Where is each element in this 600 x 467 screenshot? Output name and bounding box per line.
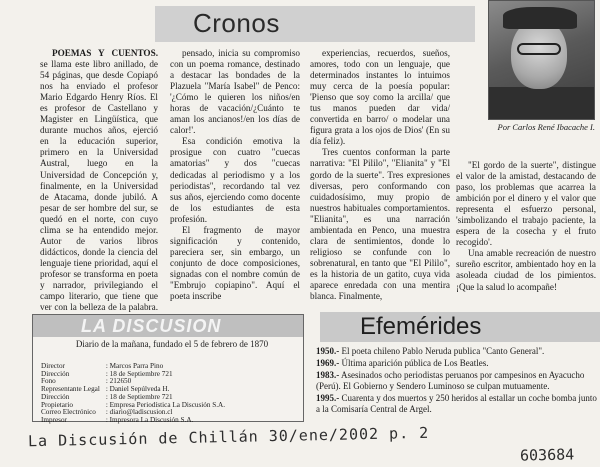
article-paragraph: Tres cuentos conforman la parte narrativa: "El Pililo", "Elianita" y "El gordo de la suerte". Tres expresiones diversas, pero conformando con cuidadosísimo, muy propio de nuestros habituales comportamientos. "Elianita", es una narración ambientada en Penco, una muestra clara de sentimientos, donde lo religioso se confunde con lo sobrenatural, en tanto que "El Pililo", es la historia de un gatito, cuya vida aparece enredada con una mentira blanca. Finalmente, [310, 147, 450, 302]
article-paragraph: pensado, inicia su compromiso con un poema romance, destinado a destacar las bondades de la Plazuela "María Isabel" de Penco: '¿Cómo le quieren los niños/en horas de vacación/¿Cuánto te aman los ancianos!/en los días de calor!'. [170, 48, 300, 136]
article-paragraph: El fragmento de mayor significación y contenido, pareciera ser, sin embargo, un conjunto de doce composiciones, signadas con el nombre común de "Embrujo copiapino". Aquí el poeta inscribe [170, 224, 300, 302]
efemerides-year: 1983.- [316, 370, 340, 380]
masthead-label: Dirección [41, 392, 70, 401]
masthead-table [41, 363, 231, 425]
masthead-label: Correo Electrónico [41, 408, 96, 417]
article-paragraph: Esa condición emotiva la prosigue con cuatro "cuecas amatorias" y dos "cuecas dedicadas al periodismo y a los periodistas", recordando tal vez sus años, ejerciendo como docente de los estudiantes de esta profesión. [170, 136, 300, 224]
masthead-value: : Daniel Sepúlveda H. [105, 385, 170, 394]
list-item [316, 393, 598, 415]
masthead-value: : Impresora La Discusión S.A. [105, 415, 194, 424]
masthead-label: Representante Legal [41, 385, 100, 394]
efemerides-text: Asesinados ocho periodistas peruanos por campesinos en Ayacucho (Perú). El Gobierno y Sendero Luminoso se culpan mutuamente. [316, 370, 585, 391]
masthead-row [41, 371, 231, 379]
masthead-label: Director [41, 362, 65, 370]
author-photo [488, 0, 595, 120]
masthead-value: : Empresa Periodística La Discusión S.A. [105, 400, 226, 409]
photo-hat [503, 7, 577, 29]
masthead-label: Impresor [41, 415, 67, 424]
masthead-value: : 18 de Septiembre 721 [105, 369, 173, 378]
masthead-box [32, 314, 304, 422]
masthead-label: Propietario [41, 400, 73, 409]
efemerides-text: El poeta chileno Pablo Neruda publica "Canto General". [339, 346, 545, 356]
list-item [316, 358, 598, 369]
efemerides-list [316, 346, 598, 416]
article-column-4 [456, 160, 596, 293]
masthead-value: : 212650 [105, 377, 132, 386]
masthead-title: LA DISCUSION [81, 316, 222, 336]
masthead-subtitle: Diario de la mañana, fundado el 5 de febrero de 1870 [75, 339, 269, 349]
efemerides-title: Efemérides [360, 313, 482, 340]
article-col1-text: se llama este libro anillado, de 54 páginas, que desde Copiapó nos ha enviado el profesor Mario Edgardo Henry Ríos. El es profesor de Castellano y Magister en Lingüística, que durante muchos años, ejerció en la educación superior, primero en la Universidad Austral, luego en la Universidad de Concepción y, finalmente, en la Universidad de Atacama, donde jubiló. A pesar de ser hombre del sur, se quedó en el norte, con cuyo clima se ha entendido mejor. Autor de varios libros didácticos, donde la ciencia del lenguaje tiene prioridad, aquí el profesor se transforma en poeta y narrador, privilegiando el campo literario, que tiene que ver con la belleza de la palabra. [40, 59, 158, 313]
list-item [316, 370, 598, 392]
efemerides-banner [320, 312, 600, 342]
article-column-2 [170, 48, 300, 302]
article-paragraph: experiencias, recuerdos, sueños, amores, todo con un lenguaje, que determinados instantes lo intuimos muy cerca de la poesía popular: 'Pienso que soy como la arcilla/ que tus manos pueden dar vida/ convertida en barro/ o modelar una figura grata a los ojos de Dios' (En su día feliz). [310, 48, 450, 147]
article-lead: POEMAS Y CUENTOS. [52, 48, 158, 58]
photo-caption: Por Carlos René Ibacache I. [497, 122, 595, 132]
photo-glasses [517, 43, 561, 55]
efemerides-year: 1950.- [316, 346, 340, 356]
article-paragraph: "El gordo de la suerte", distingue el valor de la amistad, destacando de paso, los problemas que acarrea la ambición por el dinero y el valor que representa el esfuerzo personal, 'simbolizando el trabajo paciente, la espera de la cosecha y el fruto recogido'. [456, 160, 596, 248]
section-banner [155, 6, 475, 42]
efemerides-year: 1995.- [316, 393, 340, 403]
article-paragraph: Una amable recreación de nuestro sureño escritor, ambientado hoy en la asoleada ciudad de los pimientos. ¡Que la salud lo acompañe! [456, 248, 596, 292]
list-item [316, 346, 598, 357]
handwritten-archive-number: 603684 [519, 445, 575, 465]
handwritten-source-note: La Discusión de Chillán 30/ene/2002 p. 2 [27, 423, 430, 451]
masthead-value: : diario@ladiscusion.cl [105, 408, 173, 417]
section-title: Cronos [193, 8, 280, 38]
masthead-value: : 18 de Septiembre 721 [105, 392, 173, 401]
photo-coat [489, 87, 594, 119]
masthead-row [41, 417, 231, 425]
article-column-1 [40, 48, 158, 324]
masthead-label: Fono [41, 377, 56, 386]
efemerides-text: Última aparición pública de Los Beatles. [339, 358, 489, 368]
efemerides-year: 1969.- [316, 358, 340, 368]
masthead-band [33, 315, 303, 337]
efemerides-text: Cuarenta y dos muertos y 250 heridos al estallar un coche bomba junto a la Comisaría Central de Argel. [316, 393, 597, 414]
article-column-3 [310, 48, 450, 302]
masthead-value: : Marcos Parra Pino [105, 362, 164, 370]
masthead-label: Dirección [41, 369, 70, 378]
